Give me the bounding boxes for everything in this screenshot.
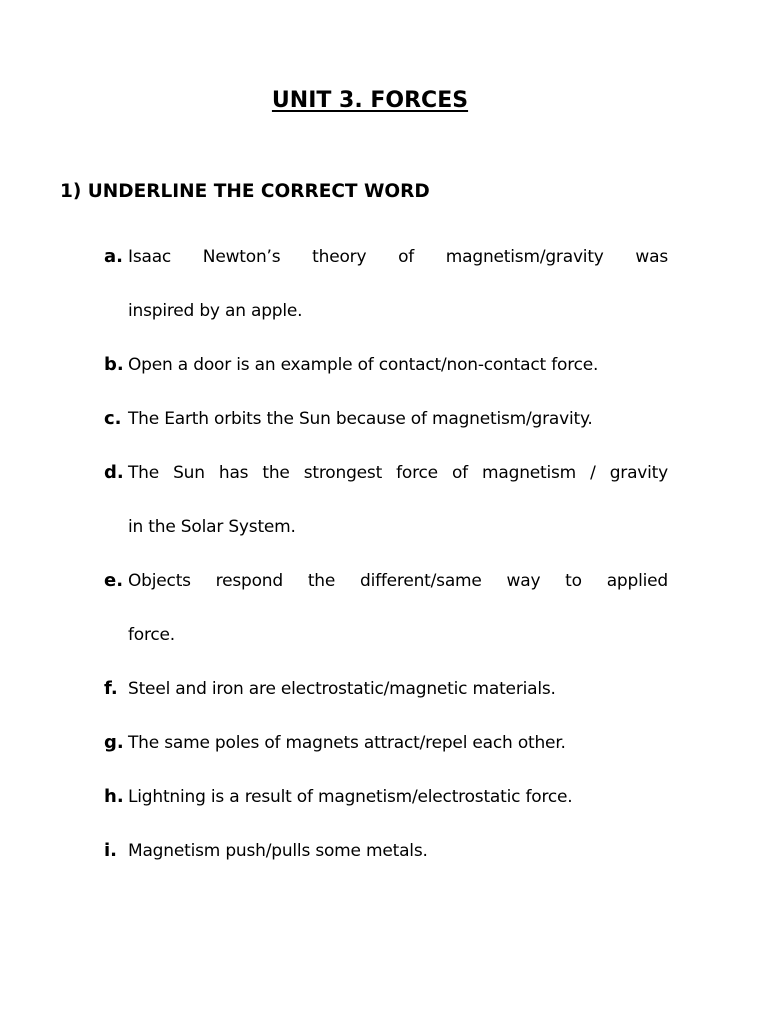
item-line: Steel and iron are electrostatic/magnetic materials. bbox=[128, 679, 556, 699]
item-text bbox=[128, 230, 668, 338]
item-line: The Earth orbits the Sun because of magnetism/gravity. bbox=[128, 409, 593, 429]
item-line: inspired by an apple. bbox=[128, 301, 303, 321]
item-line: Lightning is a result of magnetism/electrostatic force. bbox=[128, 787, 573, 807]
item-line: Open a door is an example of contact/non-contact force. bbox=[128, 355, 599, 375]
question-item-i bbox=[104, 824, 668, 878]
item-text bbox=[128, 554, 668, 662]
question-item-f bbox=[104, 662, 668, 716]
item-marker: i. bbox=[104, 840, 118, 861]
page-title: UNIT 3. FORCES bbox=[271, 88, 469, 113]
item-text bbox=[128, 824, 668, 878]
item-text bbox=[128, 716, 668, 770]
question-item-b bbox=[104, 338, 668, 392]
item-line: The same poles of magnets attract/repel each other. bbox=[128, 733, 566, 753]
item-line: The Sun has the strongest force of magnetism / gravity bbox=[128, 463, 668, 483]
item-line: force. bbox=[128, 625, 176, 645]
item-line: Isaac Newton’s theory of magnetism/gravity was bbox=[128, 247, 668, 267]
question-item-h bbox=[104, 770, 668, 824]
item-text bbox=[128, 446, 668, 554]
question-item-d bbox=[104, 446, 668, 554]
item-marker: b. bbox=[104, 354, 124, 375]
question-item-a bbox=[104, 230, 668, 338]
item-text bbox=[128, 338, 668, 392]
item-marker: g. bbox=[104, 732, 124, 753]
item-line: in the Solar System. bbox=[128, 517, 296, 537]
question-item-c bbox=[104, 392, 668, 446]
item-marker: e. bbox=[104, 570, 124, 591]
item-text bbox=[128, 392, 668, 446]
question-item-g bbox=[104, 716, 668, 770]
item-text bbox=[128, 770, 668, 824]
item-line: Magnetism push/pulls some metals. bbox=[128, 841, 428, 861]
item-marker: h. bbox=[104, 786, 124, 807]
section-heading: 1) UNDERLINE THE CORRECT WORD bbox=[60, 181, 430, 202]
question-item-e bbox=[104, 554, 668, 662]
item-line: Objects respond the different/same way to applied bbox=[128, 571, 668, 591]
item-text bbox=[128, 662, 668, 716]
item-marker: d. bbox=[104, 462, 124, 483]
item-marker: a. bbox=[104, 246, 123, 267]
question-list bbox=[104, 230, 668, 878]
item-marker: c. bbox=[104, 408, 122, 429]
item-marker: f. bbox=[104, 678, 118, 699]
